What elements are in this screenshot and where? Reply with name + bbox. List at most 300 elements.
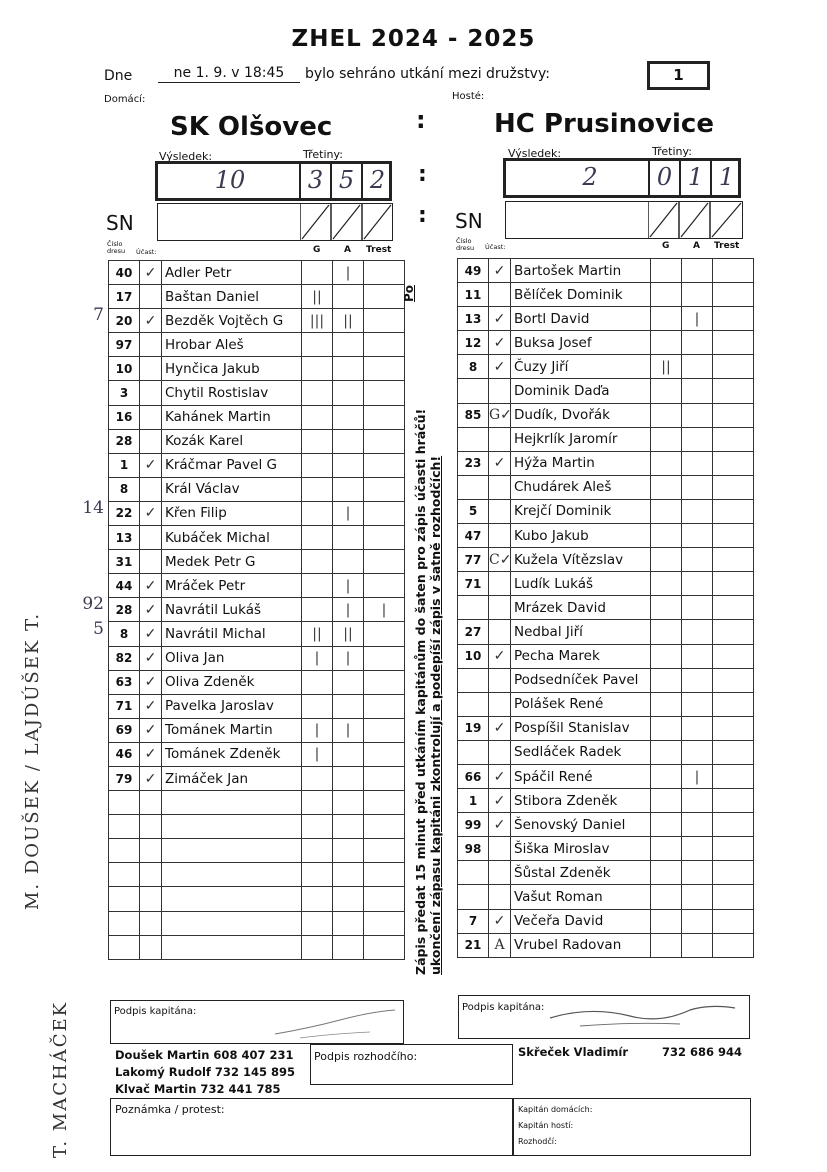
- assists-cell[interactable]: [682, 644, 713, 668]
- goals-cell[interactable]: [302, 550, 333, 574]
- attendance-check[interactable]: ✓: [489, 644, 511, 668]
- assists-cell[interactable]: [682, 837, 713, 861]
- goals-cell[interactable]: [302, 501, 333, 525]
- player-name[interactable]: Hýža Martin: [511, 451, 651, 475]
- player-name[interactable]: Krejčí Dominik: [511, 499, 651, 523]
- attendance-check[interactable]: ✓: [489, 789, 511, 813]
- goals-cell[interactable]: [651, 740, 682, 764]
- goals-cell[interactable]: ||: [651, 355, 682, 379]
- player-number[interactable]: 71: [458, 572, 489, 596]
- player-name[interactable]: Šenovský Daniel: [511, 813, 651, 837]
- player-number[interactable]: [458, 379, 489, 403]
- player-number[interactable]: 98: [458, 837, 489, 861]
- player-name[interactable]: Oliva Jan: [162, 646, 302, 670]
- player-name[interactable]: Hrobar Aleš: [162, 333, 302, 357]
- assists-cell[interactable]: [333, 670, 364, 694]
- penalty-cell[interactable]: [364, 766, 405, 790]
- penalty-cell[interactable]: [364, 622, 405, 646]
- player-name[interactable]: Mrázek David: [511, 596, 651, 620]
- player-name[interactable]: Kubáček Michal: [162, 526, 302, 550]
- penalty-cell[interactable]: [713, 740, 754, 764]
- player-name[interactable]: Pavelka Jaroslav: [162, 694, 302, 718]
- player-number[interactable]: [458, 596, 489, 620]
- assists-cell[interactable]: |: [333, 574, 364, 598]
- player-number[interactable]: 13: [458, 307, 489, 331]
- penalty-cell[interactable]: [713, 355, 754, 379]
- goals-cell[interactable]: [302, 477, 333, 501]
- assists-cell[interactable]: [682, 379, 713, 403]
- goals-cell[interactable]: [302, 694, 333, 718]
- goals-cell[interactable]: [302, 598, 333, 622]
- penalty-cell[interactable]: [713, 933, 754, 957]
- penalty-cell[interactable]: [364, 285, 405, 309]
- player-name[interactable]: Král Václav: [162, 477, 302, 501]
- penalty-cell[interactable]: [713, 524, 754, 548]
- player-number[interactable]: 12: [458, 331, 489, 355]
- player-number[interactable]: 85: [458, 403, 489, 427]
- assists-cell[interactable]: [333, 911, 364, 935]
- player-name[interactable]: Vrubel Radovan: [511, 933, 651, 957]
- player-number[interactable]: 40: [109, 261, 140, 285]
- goals-cell[interactable]: [651, 283, 682, 307]
- player-name[interactable]: Křen Filip: [162, 501, 302, 525]
- penalty-cell[interactable]: [713, 885, 754, 909]
- attendance-check[interactable]: ✓: [140, 694, 162, 718]
- attendance-check[interactable]: ✓: [489, 764, 511, 788]
- player-name[interactable]: Adler Petr: [162, 261, 302, 285]
- attendance-check[interactable]: ✓: [140, 501, 162, 525]
- penalty-cell[interactable]: |: [364, 598, 405, 622]
- attendance-check[interactable]: ✓: [489, 813, 511, 837]
- attendance-check[interactable]: A: [489, 933, 511, 957]
- assists-cell[interactable]: [682, 885, 713, 909]
- attendance-check[interactable]: [489, 427, 511, 451]
- goals-cell[interactable]: [651, 668, 682, 692]
- penalty-cell[interactable]: [713, 331, 754, 355]
- goals-cell[interactable]: [651, 307, 682, 331]
- attendance-check[interactable]: [489, 572, 511, 596]
- assists-cell[interactable]: |: [333, 646, 364, 670]
- attendance-check[interactable]: [489, 379, 511, 403]
- goals-cell[interactable]: |: [302, 742, 333, 766]
- player-name[interactable]: Bortl David: [511, 307, 651, 331]
- penalty-cell[interactable]: [713, 259, 754, 283]
- player-name[interactable]: Dudík, Dvořák: [511, 403, 651, 427]
- goals-cell[interactable]: [651, 909, 682, 933]
- player-name[interactable]: Buksa Josef: [511, 331, 651, 355]
- penalty-cell[interactable]: [364, 670, 405, 694]
- player-number[interactable]: 44: [109, 574, 140, 598]
- player-number[interactable]: 31: [109, 550, 140, 574]
- goals-cell[interactable]: [651, 885, 682, 909]
- player-number[interactable]: [458, 740, 489, 764]
- player-number[interactable]: 49: [458, 259, 489, 283]
- penalty-cell[interactable]: [364, 694, 405, 718]
- player-number[interactable]: 97: [109, 333, 140, 357]
- player-name[interactable]: Kahánek Martin: [162, 405, 302, 429]
- penalty-cell[interactable]: [364, 935, 405, 959]
- player-name[interactable]: Kubo Jakub: [511, 524, 651, 548]
- penalty-cell[interactable]: [713, 644, 754, 668]
- attendance-check[interactable]: ✓: [140, 742, 162, 766]
- attendance-check[interactable]: [489, 524, 511, 548]
- goals-cell[interactable]: [302, 574, 333, 598]
- player-number[interactable]: 23: [458, 451, 489, 475]
- player-name[interactable]: Stibora Zdeněk: [511, 789, 651, 813]
- assists-cell[interactable]: [682, 933, 713, 957]
- attendance-check[interactable]: ✓: [489, 331, 511, 355]
- attendance-check[interactable]: [140, 477, 162, 501]
- player-name[interactable]: Čuzy Jiří: [511, 355, 651, 379]
- penalty-cell[interactable]: [713, 596, 754, 620]
- assists-cell[interactable]: [333, 333, 364, 357]
- penalty-cell[interactable]: [364, 791, 405, 815]
- assists-cell[interactable]: [682, 451, 713, 475]
- player-number[interactable]: [458, 668, 489, 692]
- goals-cell[interactable]: [651, 692, 682, 716]
- penalty-cell[interactable]: [364, 887, 405, 911]
- penalty-cell[interactable]: [713, 716, 754, 740]
- goals-cell[interactable]: [302, 526, 333, 550]
- player-name[interactable]: Navrátil Lukáš: [162, 598, 302, 622]
- goals-cell[interactable]: [651, 379, 682, 403]
- penalty-cell[interactable]: [713, 692, 754, 716]
- player-name[interactable]: Bartošek Martin: [511, 259, 651, 283]
- player-name[interactable]: Tománek Zdeněk: [162, 742, 302, 766]
- player-name[interactable]: Hynčica Jakub: [162, 357, 302, 381]
- attendance-check[interactable]: [140, 381, 162, 405]
- goals-cell[interactable]: [302, 791, 333, 815]
- goals-cell[interactable]: [651, 861, 682, 885]
- assists-cell[interactable]: [682, 283, 713, 307]
- goals-cell[interactable]: [651, 475, 682, 499]
- penalty-cell[interactable]: [364, 333, 405, 357]
- goals-cell[interactable]: [302, 261, 333, 285]
- penalty-cell[interactable]: [713, 427, 754, 451]
- attendance-check[interactable]: [140, 405, 162, 429]
- attendance-check[interactable]: ✓: [140, 598, 162, 622]
- goals-cell[interactable]: ||: [302, 622, 333, 646]
- player-name[interactable]: Ludík Lukáš: [511, 572, 651, 596]
- attendance-check[interactable]: ✓: [140, 261, 162, 285]
- player-number[interactable]: 63: [109, 670, 140, 694]
- penalty-cell[interactable]: [364, 718, 405, 742]
- player-number[interactable]: 13: [109, 526, 140, 550]
- penalty-cell[interactable]: [713, 475, 754, 499]
- player-number[interactable]: [109, 791, 140, 815]
- assists-cell[interactable]: [333, 815, 364, 839]
- penalty-cell[interactable]: [364, 309, 405, 333]
- goals-cell[interactable]: [651, 524, 682, 548]
- player-name[interactable]: [162, 815, 302, 839]
- assists-cell[interactable]: [682, 499, 713, 523]
- assists-cell[interactable]: |: [682, 307, 713, 331]
- attendance-check[interactable]: ✓: [140, 670, 162, 694]
- player-name[interactable]: Zimáček Jan: [162, 766, 302, 790]
- penalty-cell[interactable]: [713, 283, 754, 307]
- assists-cell[interactable]: [682, 427, 713, 451]
- attendance-check[interactable]: [489, 499, 511, 523]
- goals-cell[interactable]: [651, 644, 682, 668]
- player-number[interactable]: [458, 475, 489, 499]
- player-number[interactable]: [458, 692, 489, 716]
- player-number[interactable]: [109, 887, 140, 911]
- attendance-check[interactable]: [489, 620, 511, 644]
- attendance-check[interactable]: [140, 839, 162, 863]
- goals-cell[interactable]: [651, 451, 682, 475]
- attendance-check[interactable]: [489, 885, 511, 909]
- penalty-cell[interactable]: [364, 742, 405, 766]
- player-number[interactable]: [109, 815, 140, 839]
- goals-cell[interactable]: [302, 381, 333, 405]
- assists-cell[interactable]: [682, 789, 713, 813]
- assists-cell[interactable]: |: [333, 261, 364, 285]
- player-number[interactable]: 82: [109, 646, 140, 670]
- goals-cell[interactable]: [302, 357, 333, 381]
- goals-cell[interactable]: [651, 620, 682, 644]
- penalty-cell[interactable]: [364, 501, 405, 525]
- attendance-check[interactable]: [140, 935, 162, 959]
- goals-cell[interactable]: [302, 911, 333, 935]
- assists-cell[interactable]: [682, 475, 713, 499]
- penalty-cell[interactable]: [364, 646, 405, 670]
- attendance-check[interactable]: [140, 333, 162, 357]
- player-number[interactable]: 66: [458, 764, 489, 788]
- attendance-check[interactable]: [489, 283, 511, 307]
- player-number[interactable]: 19: [458, 716, 489, 740]
- player-number[interactable]: 8: [109, 622, 140, 646]
- assists-cell[interactable]: [333, 791, 364, 815]
- assists-cell[interactable]: [682, 596, 713, 620]
- assists-cell[interactable]: ||: [333, 309, 364, 333]
- penalty-cell[interactable]: [364, 453, 405, 477]
- player-number[interactable]: 10: [109, 357, 140, 381]
- assists-cell[interactable]: [333, 766, 364, 790]
- attendance-check[interactable]: [140, 550, 162, 574]
- assists-cell[interactable]: [333, 357, 364, 381]
- assists-cell[interactable]: [333, 863, 364, 887]
- player-name[interactable]: Baštan Daniel: [162, 285, 302, 309]
- attendance-check[interactable]: [140, 429, 162, 453]
- attendance-check[interactable]: ✓: [140, 646, 162, 670]
- goals-cell[interactable]: [302, 887, 333, 911]
- attendance-check[interactable]: [489, 861, 511, 885]
- assists-cell[interactable]: [333, 935, 364, 959]
- attendance-check[interactable]: ✓: [140, 309, 162, 333]
- goals-cell[interactable]: [651, 499, 682, 523]
- player-number[interactable]: 1: [109, 453, 140, 477]
- goals-cell[interactable]: [651, 572, 682, 596]
- player-name[interactable]: Vašut Roman: [511, 885, 651, 909]
- assists-cell[interactable]: [333, 381, 364, 405]
- assists-cell[interactable]: |: [333, 598, 364, 622]
- attendance-check[interactable]: [140, 887, 162, 911]
- player-name[interactable]: Šůstal Zdeněk: [511, 861, 651, 885]
- goals-cell[interactable]: |: [302, 646, 333, 670]
- assists-cell[interactable]: ||: [333, 622, 364, 646]
- penalty-cell[interactable]: [713, 813, 754, 837]
- attendance-check[interactable]: ✓: [140, 766, 162, 790]
- goals-cell[interactable]: |: [302, 718, 333, 742]
- assists-cell[interactable]: [682, 740, 713, 764]
- assists-cell[interactable]: [682, 403, 713, 427]
- goals-cell[interactable]: [302, 815, 333, 839]
- goals-cell[interactable]: [302, 670, 333, 694]
- goals-cell[interactable]: [651, 933, 682, 957]
- player-name[interactable]: Bělíček Dominik: [511, 283, 651, 307]
- player-number[interactable]: [458, 427, 489, 451]
- goals-cell[interactable]: [302, 863, 333, 887]
- player-name[interactable]: Kozák Karel: [162, 429, 302, 453]
- player-number[interactable]: 11: [458, 283, 489, 307]
- attendance-check[interactable]: [489, 837, 511, 861]
- penalty-cell[interactable]: [364, 550, 405, 574]
- penalty-cell[interactable]: [364, 863, 405, 887]
- penalty-cell[interactable]: [364, 477, 405, 501]
- player-name[interactable]: Pecha Marek: [511, 644, 651, 668]
- penalty-cell[interactable]: [713, 307, 754, 331]
- goals-cell[interactable]: [651, 789, 682, 813]
- player-number[interactable]: 46: [109, 742, 140, 766]
- attendance-check[interactable]: [489, 740, 511, 764]
- assists-cell[interactable]: [333, 285, 364, 309]
- penalty-cell[interactable]: [713, 548, 754, 572]
- player-name[interactable]: [162, 839, 302, 863]
- attendance-check[interactable]: [489, 475, 511, 499]
- attendance-check[interactable]: [140, 911, 162, 935]
- attendance-check[interactable]: ✓: [489, 355, 511, 379]
- player-number[interactable]: 28: [109, 429, 140, 453]
- assists-cell[interactable]: |: [333, 501, 364, 525]
- date-field[interactable]: ne 1. 9. v 18:45: [158, 65, 300, 83]
- player-number[interactable]: [109, 935, 140, 959]
- assists-cell[interactable]: [682, 355, 713, 379]
- assists-cell[interactable]: [333, 453, 364, 477]
- penalty-cell[interactable]: [713, 909, 754, 933]
- attendance-check[interactable]: [140, 357, 162, 381]
- penalty-cell[interactable]: [364, 405, 405, 429]
- player-name[interactable]: Večeřa David: [511, 909, 651, 933]
- assists-cell[interactable]: [333, 405, 364, 429]
- player-number[interactable]: [458, 885, 489, 909]
- assists-cell[interactable]: [333, 550, 364, 574]
- player-name[interactable]: Polášek René: [511, 692, 651, 716]
- player-name[interactable]: Spáčil René: [511, 764, 651, 788]
- goals-cell[interactable]: [302, 766, 333, 790]
- player-number[interactable]: 5: [458, 499, 489, 523]
- player-name[interactable]: Oliva Zdeněk: [162, 670, 302, 694]
- player-name[interactable]: Hejkrlík Jaromír: [511, 427, 651, 451]
- penalty-cell[interactable]: [713, 764, 754, 788]
- player-number[interactable]: 21: [458, 933, 489, 957]
- player-name[interactable]: Chudárek Aleš: [511, 475, 651, 499]
- assists-cell[interactable]: |: [333, 718, 364, 742]
- player-name[interactable]: Navrátil Michal: [162, 622, 302, 646]
- assists-cell[interactable]: [682, 668, 713, 692]
- player-number[interactable]: 99: [458, 813, 489, 837]
- player-number[interactable]: 17: [109, 285, 140, 309]
- assists-cell[interactable]: [333, 742, 364, 766]
- goals-cell[interactable]: [651, 596, 682, 620]
- penalty-cell[interactable]: [713, 789, 754, 813]
- goals-cell[interactable]: ||: [302, 285, 333, 309]
- penalty-cell[interactable]: [364, 911, 405, 935]
- player-number[interactable]: 77: [458, 548, 489, 572]
- attendance-check[interactable]: G✓: [489, 403, 511, 427]
- assists-cell[interactable]: [333, 694, 364, 718]
- attendance-check[interactable]: [140, 791, 162, 815]
- player-number[interactable]: [458, 861, 489, 885]
- goals-cell[interactable]: [651, 259, 682, 283]
- attendance-check[interactable]: [140, 285, 162, 309]
- player-number[interactable]: 71: [109, 694, 140, 718]
- goals-cell[interactable]: [651, 403, 682, 427]
- goals-cell[interactable]: [302, 935, 333, 959]
- goals-cell[interactable]: [651, 813, 682, 837]
- player-number[interactable]: 7: [458, 909, 489, 933]
- goals-cell[interactable]: |||: [302, 309, 333, 333]
- attendance-check[interactable]: [140, 815, 162, 839]
- assists-cell[interactable]: |: [682, 764, 713, 788]
- assists-cell[interactable]: [333, 526, 364, 550]
- player-name[interactable]: Podsedníček Pavel: [511, 668, 651, 692]
- attendance-check[interactable]: C✓: [489, 548, 511, 572]
- goals-cell[interactable]: [302, 429, 333, 453]
- penalty-cell[interactable]: [713, 668, 754, 692]
- player-number[interactable]: 8: [458, 355, 489, 379]
- penalty-cell[interactable]: [713, 403, 754, 427]
- player-name[interactable]: [162, 911, 302, 935]
- assists-cell[interactable]: [333, 887, 364, 911]
- goals-cell[interactable]: [302, 453, 333, 477]
- player-name[interactable]: [162, 887, 302, 911]
- player-number[interactable]: 20: [109, 309, 140, 333]
- attendance-check[interactable]: ✓: [489, 716, 511, 740]
- goals-cell[interactable]: [651, 548, 682, 572]
- player-number[interactable]: 16: [109, 405, 140, 429]
- player-number[interactable]: 1: [458, 789, 489, 813]
- player-number[interactable]: [109, 839, 140, 863]
- player-number[interactable]: [109, 863, 140, 887]
- goals-cell[interactable]: [651, 331, 682, 355]
- penalty-cell[interactable]: [713, 499, 754, 523]
- player-name[interactable]: Chytil Rostislav: [162, 381, 302, 405]
- player-number[interactable]: [109, 911, 140, 935]
- player-name[interactable]: Mráček Petr: [162, 574, 302, 598]
- attendance-check[interactable]: ✓: [140, 718, 162, 742]
- assists-cell[interactable]: [682, 716, 713, 740]
- player-name[interactable]: Bezděk Vojtěch G: [162, 309, 302, 333]
- attendance-check[interactable]: [489, 596, 511, 620]
- penalty-cell[interactable]: [364, 357, 405, 381]
- penalty-cell[interactable]: [364, 839, 405, 863]
- goals-cell[interactable]: [302, 839, 333, 863]
- goals-cell[interactable]: [302, 333, 333, 357]
- penalty-cell[interactable]: [713, 572, 754, 596]
- assists-cell[interactable]: [682, 524, 713, 548]
- attendance-check[interactable]: ✓: [489, 451, 511, 475]
- assists-cell[interactable]: [682, 909, 713, 933]
- penalty-cell[interactable]: [364, 429, 405, 453]
- attendance-check[interactable]: ✓: [489, 259, 511, 283]
- penalty-cell[interactable]: [713, 451, 754, 475]
- goals-cell[interactable]: [651, 764, 682, 788]
- goals-cell[interactable]: [651, 427, 682, 451]
- goals-cell[interactable]: [651, 837, 682, 861]
- player-name[interactable]: Nedbal Jiří: [511, 620, 651, 644]
- goals-cell[interactable]: [651, 716, 682, 740]
- attendance-check[interactable]: ✓: [140, 574, 162, 598]
